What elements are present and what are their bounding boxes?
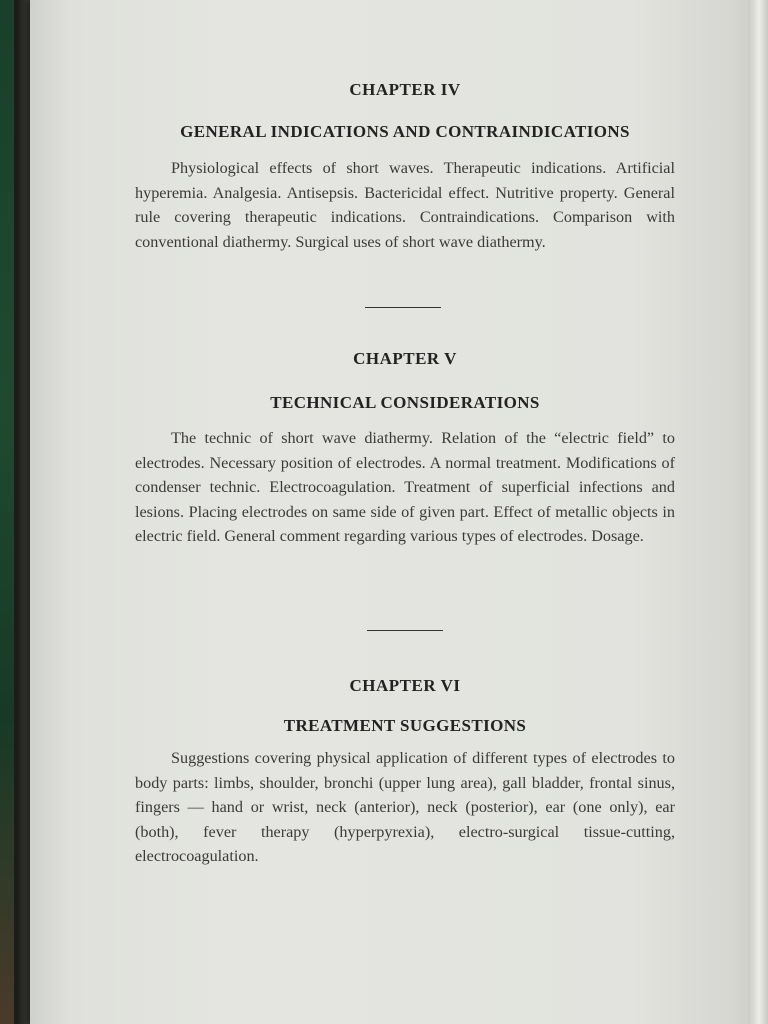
page-edge xyxy=(750,0,768,1024)
chapter-6-number: CHAPTER VI xyxy=(349,676,461,695)
chapter-6-title: TREATMENT SUGGESTIONS xyxy=(283,716,527,735)
chapter-4-number: CHAPTER IV xyxy=(349,80,461,99)
chapter-4-summary: Physiological effects of short waves. Therapeutic indications. Artificial hyperemia. Analgesia. Antisepsis. Bactericidal effect. Nutritive property. General rule covering therapeutic indications. Contraindications. Comparison with conventional diathermy. Surgical uses of short wave diathermy. xyxy=(135,159,675,251)
chapter-4-title: GENERAL INDICATIONS AND CONTRAINDICATIONS xyxy=(180,122,630,141)
chapter-5-title: TECHNICAL CONSIDERATIONS xyxy=(270,393,540,412)
book-page xyxy=(30,0,768,1024)
section-divider-2 xyxy=(367,630,443,631)
chapter-5-summary: The technic of short wave diathermy. Relation of the “electric field” to electrodes. Necessary position of electrodes. A normal treatment. Modifications of condenser technic. Electrocoagulation. Treatment of superficial infections and lesions. Placing electrodes on same side of given part. Effect of metallic objects in electric field. General comment regarding various types of electrodes. Dosage. xyxy=(135,429,675,545)
chapter-6-summary: Suggestions covering physical application of different types of electrodes to body parts: limbs, shoulder, bronchi (upper lung area), gall bladder, frontal sinus, fingers — hand or wrist, neck (anterior), neck (posterior), ear (one only), ear (both), fever therapy (hyperpyrexia), electro-surgical tissue-cutting, electrocoagulation. xyxy=(135,749,675,865)
book-cover-edge xyxy=(0,0,14,1024)
section-divider-1 xyxy=(365,307,441,308)
chapter-5-number: CHAPTER V xyxy=(353,349,457,368)
